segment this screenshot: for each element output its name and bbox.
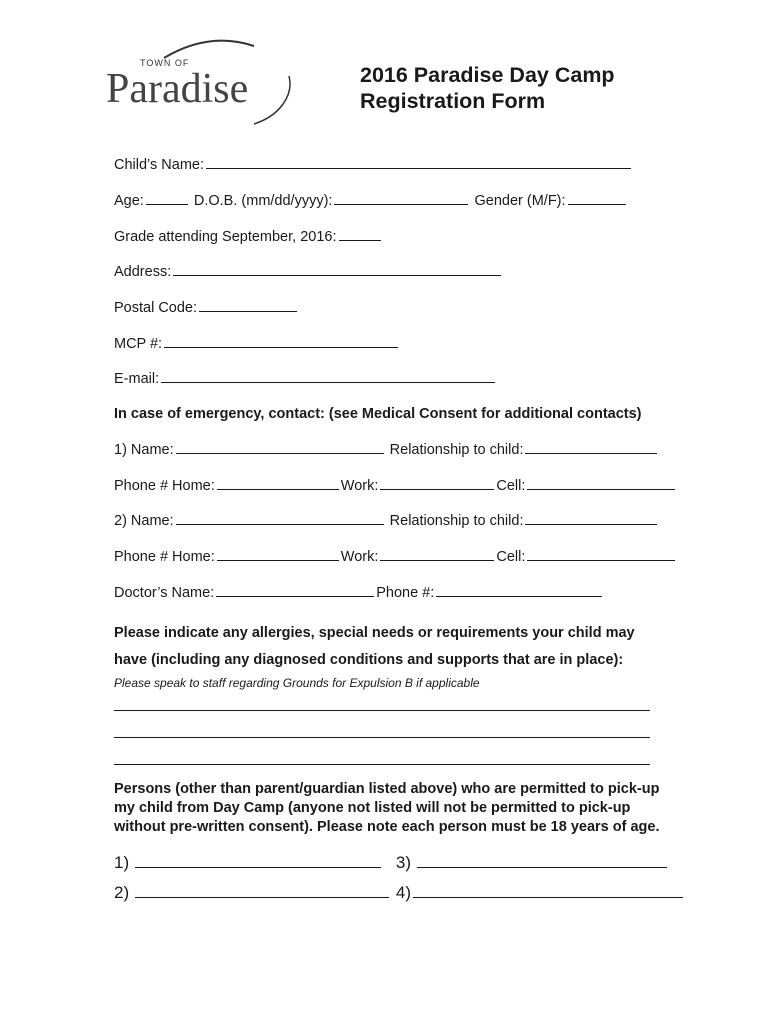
allergies-line-1: Please indicate any allergies, special needs or requirements your child may — [114, 625, 635, 641]
contact-1-name-label: 1) Name: — [114, 442, 174, 458]
dob-field[interactable] — [334, 192, 468, 205]
address-field[interactable] — [173, 263, 501, 276]
contact-2-phone-row — [114, 548, 677, 566]
grade-field[interactable] — [339, 228, 381, 241]
address-label: Address: — [114, 264, 172, 280]
mcp-label: MCP #: — [114, 336, 163, 352]
child-name-row — [114, 156, 633, 174]
doctor-phone-label: Phone #: — [376, 585, 435, 601]
contact-1-relationship-field[interactable] — [525, 441, 657, 454]
contact-2-relationship-field[interactable] — [525, 512, 657, 525]
email-field[interactable] — [161, 370, 495, 383]
contact-1-relationship-label: Relationship to child: — [389, 442, 524, 458]
contact-2-name-label: 2) Name: — [114, 513, 174, 529]
age-dob-gender-row — [114, 192, 628, 210]
postal-code-row — [114, 299, 299, 317]
contact-2-name-field[interactable] — [176, 512, 384, 525]
pickup-row-1 — [114, 854, 669, 872]
mcp-field[interactable] — [164, 335, 398, 348]
contact-2-work-label: Work: — [340, 549, 379, 565]
pickup-row-2 — [114, 884, 685, 902]
allergies-answer-line-1[interactable] — [114, 710, 650, 711]
pickup-3-field[interactable] — [417, 855, 667, 868]
pickup-paragraph — [114, 780, 714, 837]
contact-2-cell-field[interactable] — [527, 548, 675, 561]
pickup-1-field[interactable] — [135, 855, 381, 868]
contact-1-home-field[interactable] — [217, 477, 339, 490]
town-of-paradise-logo — [104, 36, 300, 128]
allergies-note: Please speak to staff regarding Grounds for Expulsion B if applicable — [114, 676, 480, 690]
logo-swoosh — [164, 41, 254, 58]
gender-label: Gender (M/F): — [474, 193, 566, 209]
form-title — [360, 62, 615, 114]
contact-1-cell-field[interactable] — [527, 477, 675, 490]
doctor-phone-field[interactable] — [436, 584, 602, 597]
pickup-3-label: 3) — [395, 853, 411, 872]
pickup-4-label: 4) — [395, 883, 411, 902]
form-title-line2: Registration Form — [360, 89, 546, 113]
email-row — [114, 370, 497, 388]
contact-1-home-label: Phone # Home: — [114, 478, 215, 494]
logo-top-text: TOWN OF — [140, 58, 190, 68]
allergies-line-2: have (including any diagnosed conditions and supports that are in place): — [114, 652, 624, 668]
pickup-1-label: 1) — [114, 853, 130, 872]
child-name-field[interactable] — [206, 156, 631, 169]
contact-1-cell-label: Cell: — [496, 478, 526, 494]
contact-2-home-field[interactable] — [217, 548, 339, 561]
contact-2-cell-label: Cell: — [496, 549, 526, 565]
pickup-line-2: my child from Day Camp (anyone not listed will not be permitted to pick-up — [114, 800, 631, 816]
dob-label: D.O.B. (mm/dd/yyyy): — [193, 193, 333, 209]
email-label: E-mail: — [114, 371, 160, 387]
child-name-label: Child’s Name: — [114, 157, 204, 173]
doctor-name-field[interactable] — [216, 584, 374, 597]
contact-1-work-field[interactable] — [380, 477, 494, 490]
doctor-row — [114, 584, 604, 602]
pickup-4-field[interactable] — [413, 885, 683, 898]
emergency-contact-2-row — [114, 512, 659, 530]
postal-code-label: Postal Code: — [114, 300, 198, 316]
pickup-line-3: without pre-written consent). Please note each person must be 18 years of age. — [114, 819, 660, 835]
allergies-heading — [114, 620, 714, 674]
logo-main-text: Paradise — [106, 66, 249, 112]
age-label: Age: — [114, 193, 144, 209]
contact-2-home-label: Phone # Home: — [114, 549, 215, 565]
contact-1-work-label: Work: — [340, 478, 379, 494]
pickup-line-1: Persons (other than parent/guardian listed above) who are permitted to pick-up — [114, 781, 660, 797]
grade-label: Grade attending September, 2016: — [114, 229, 337, 245]
allergies-answer-line-2[interactable] — [114, 737, 650, 738]
contact-2-work-field[interactable] — [380, 548, 494, 561]
emergency-contact-1-row — [114, 441, 659, 459]
age-field[interactable] — [146, 192, 188, 205]
pickup-2-field[interactable] — [135, 885, 389, 898]
contact-2-relationship-label: Relationship to child: — [389, 513, 524, 529]
address-row — [114, 263, 503, 281]
logo-swoosh-lower — [254, 76, 290, 124]
gender-field[interactable] — [568, 192, 626, 205]
doctor-name-label: Doctor’s Name: — [114, 585, 215, 601]
allergies-answer-line-3[interactable] — [114, 764, 650, 765]
contact-1-phone-row — [114, 477, 677, 495]
form-title-line1: 2016 Paradise Day Camp — [360, 63, 615, 87]
mcp-row — [114, 335, 400, 353]
grade-row — [114, 228, 383, 246]
postal-code-field[interactable] — [199, 299, 297, 312]
emergency-heading: In case of emergency, contact: (see Medical Consent for additional contacts) — [114, 406, 642, 422]
pickup-2-label: 2) — [114, 883, 130, 902]
contact-1-name-field[interactable] — [176, 441, 384, 454]
